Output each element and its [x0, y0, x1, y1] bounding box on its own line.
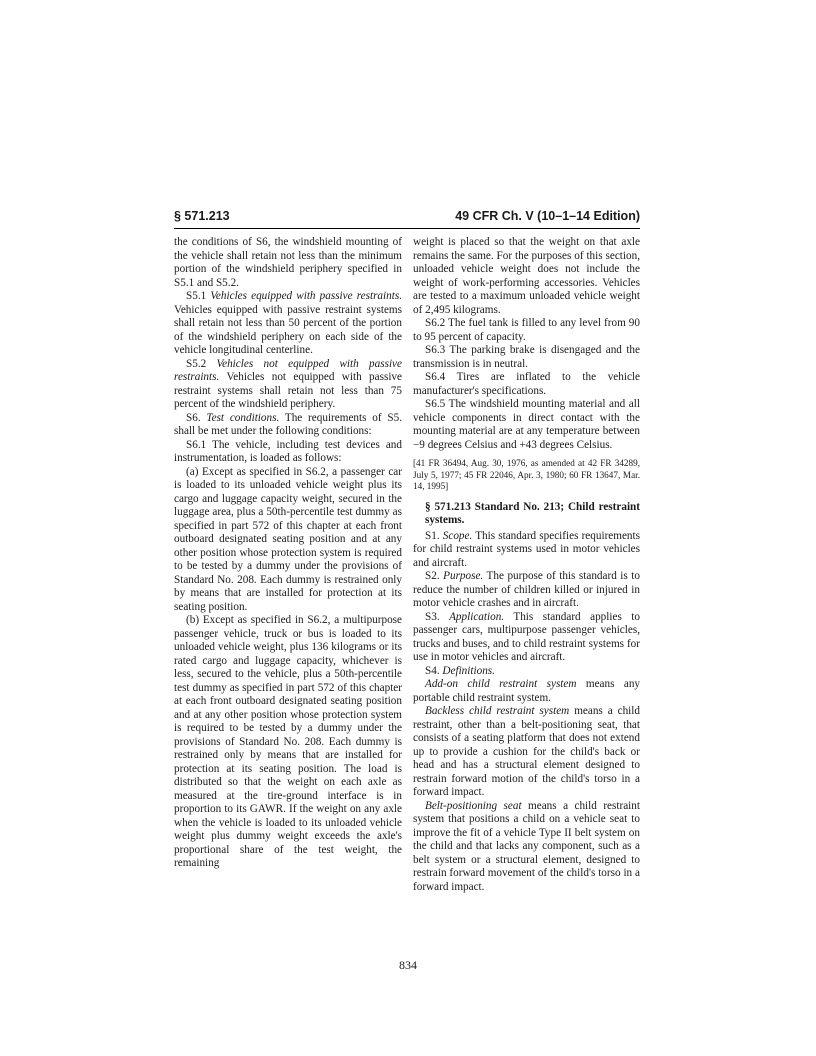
definition: Backless child restraint system means a child restraint, other than a belt-positioning seat, that consists of a seating platform that does not extend up to provide a cushion for the child's back or head and has a structural element designed to restrain forward motion of the child's torso in a forward impact. [413, 705, 640, 798]
paragraph: (b) Except as specified in S6.2, a multipurpose passenger vehicle, truck or bus is loaded to its unloaded vehicle weight, plus 136 kilograms or its rated cargo and luggage capacity, whichever is less, secured to the vehicle, plus a 50th-percentile test dummy as specified in part 572 of this chapter at each front outboard designated seating position and at any other position whose protection system is required to be tested by a dummy under the provisions of Standard No. 208. Each dummy is restrained only by means that are installed for protection at its seating position. The load is distributed so that the weight on each axle as measured at the tire-ground interface is in proportion to its GAWR. If the weight on any axle when the vehicle is loaded to its unloaded vehicle weight plus dummy weight exceeds the axle's proportional share of the test weight, the remaining [174, 614, 402, 869]
paragraph: S6.3 The parking brake is disengaged and the transmission is in neutral. [413, 344, 640, 370]
paragraph: weight is placed so that the weight on that axle remains the same. For the purposes of this section, unloaded vehicle weight does not include the weight of work-performing accessories. Vehicles are tested to a maximum unloaded vehicle weight of 2,495 kilograms. [413, 236, 640, 316]
paragraph: S1. Scope. This standard specifies requirements for child restraint systems used in motor vehicles and aircraft. [413, 529, 640, 569]
definition: Belt-positioning seat means a child restraint system that positions a child on a vehicle seat to improve the fit of a vehicle Type II belt system on the child and that lacks any component, such as a belt system or a structural element, designed to restrain forward movement of the child's torso in a forward impact. [413, 799, 640, 893]
paragraph: S6.4 Tires are inflated to the vehicle manufacturer's specifications. [413, 371, 640, 397]
paragraph: (a) Except as specified in S6.2, a passenger car is loaded to its unloaded vehicle weight plus its cargo and luggage capacity weight, secured in the luggage area, plus a 50th-percentile test dummy as specified in part 572 of this chapter at each front outboard designated seating position and at any other position whose protection system is required to be tested by a dummy under the provisions of Standard No. 208. Each dummy is restrained only by means that are installed for protection at its seating position. [174, 465, 402, 613]
definition: Add-on child restraint system means any portable child restraint system. [413, 678, 641, 704]
source-note: [41 FR 36494, Aug. 30, 1976, as amended at 42 FR 34289, July 5, 1977; 45 FR 22046, Apr. 3, 1980; 60 FR 13647, Mar. 14, 1995] [413, 458, 640, 491]
paragraph: S6.2 The fuel tank is filled to any level from 90 to 95 percent of capacity. [413, 317, 640, 343]
paragraph: S6. Test conditions. The requirements of S5. shall be met under the following conditions: [174, 411, 402, 437]
header-section: § 571.213 [174, 209, 230, 223]
running-header [174, 208, 640, 229]
paragraph: S6.1 The vehicle, including test devices and instrumentation, is loaded as follows: [174, 438, 402, 464]
paragraph: S6.5 The windshield mounting material and all vehicle components in direct contact with the mounting material are at any temperature between −9 degrees Celsius and +43 degrees Celsius. [413, 398, 640, 451]
paragraph: S5.2 Vehicles not equipped with passive restraints. Vehicles not equipped with passive restraint systems shall retain not less than 75 percent of the windshield periphery. [174, 357, 402, 410]
right-column [413, 236, 640, 894]
left-column [174, 236, 402, 871]
header-title: 49 CFR Ch. V (10–1–14 Edition) [455, 209, 640, 223]
paragraph: S2. Purpose. The purpose of this standard is to reduce the number of children killed or injured in motor vehicle crashes and in aircraft. [413, 570, 640, 609]
paragraph: S3. Application. This standard applies to passenger cars, multipurpose passenger vehicles, trucks and buses, and to child restraint systems for use in motor vehicles and aircraft. [413, 610, 640, 663]
paragraph: the conditions of S6, the windshield mounting of the vehicle shall retain not less than the minimum portion of the windshield periphery specified in S5.1 and S5.2. [174, 236, 402, 289]
page-number: 834 [399, 958, 417, 972]
section-heading: § 571.213 Standard No. 213; Child restraint systems. [425, 500, 640, 526]
paragraph: S5.1 Vehicles equipped with passive restraints. Vehicles equipped with passive restraint systems shall retain not less than 50 percent of the portion of the windshield periphery on each side of the vehicle longitudinal centerline. [174, 290, 402, 356]
paragraph: S4. Definitions. [425, 664, 495, 677]
